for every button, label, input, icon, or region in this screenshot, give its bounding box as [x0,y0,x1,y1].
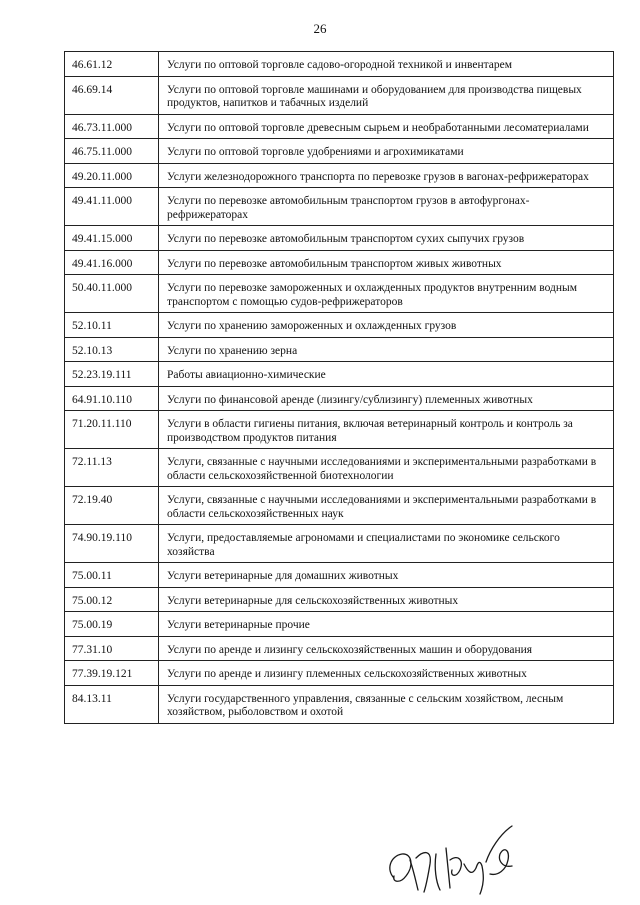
table-row [65,275,614,313]
service-description: Услуги по перевозке замороженных и охлажденных продуктов внутренним водным транспортом с помощью судов-рефрижераторов [159,275,614,313]
service-code: 75.00.12 [65,587,159,612]
service-description: Услуги по оптовой торговле машинами и оборудованием для производства пищевых продуктов, напитков и табачных изделий [159,76,614,114]
table-row [65,612,614,637]
table-row [65,163,614,188]
service-description: Услуги по оптовой торговле древесным сырьем и необработанными лесоматериалами [159,114,614,139]
service-code: 49.20.11.000 [65,163,159,188]
service-description: Услуги по аренде и лизингу сельскохозяйственных машин и оборудования [159,636,614,661]
service-description: Услуги ветеринарные для домашних животных [159,563,614,588]
service-description: Услуги по финансовой аренде (лизингу/сублизингу) племенных животных [159,386,614,411]
service-code: 52.10.13 [65,337,159,362]
table-row [65,685,614,723]
table-row [65,411,614,449]
table-row [65,587,614,612]
table-row [65,386,614,411]
service-code: 77.31.10 [65,636,159,661]
service-code: 49.41.11.000 [65,188,159,226]
table-row [65,313,614,338]
services-table [64,51,614,724]
service-code: 77.39.19.121 [65,661,159,686]
service-description: Услуги по перевозке автомобильным транспортом живых животных [159,250,614,275]
table-row [65,76,614,114]
service-code: 71.20.11.110 [65,411,159,449]
service-description: Услуги ветеринарные прочие [159,612,614,637]
table-row [65,188,614,226]
service-code: 72.11.13 [65,449,159,487]
service-description: Работы авиационно-химические [159,362,614,387]
service-code: 50.40.11.000 [65,275,159,313]
service-description: Услуги по оптовой торговле удобрениями и агрохимикатами [159,139,614,164]
service-code: 46.61.12 [65,52,159,77]
table-row [65,139,614,164]
service-description: Услуги по аренде и лизингу племенных сельскохозяйственных животных [159,661,614,686]
services-table-body [65,52,614,724]
service-description: Услуги ветеринарные для сельскохозяйственных животных [159,587,614,612]
service-description: Услуги по хранению замороженных и охлажденных грузов [159,313,614,338]
table-row [65,487,614,525]
service-code: 52.23.19.111 [65,362,159,387]
service-code: 64.91.10.110 [65,386,159,411]
table-row [65,337,614,362]
service-description: Услуги железнодорожного транспорта по перевозке грузов в вагонах-рефрижераторах [159,163,614,188]
table-row [65,525,614,563]
handwritten-signature [380,820,540,900]
service-code: 74.90.19.110 [65,525,159,563]
service-description: Услуги, предоставляемые агрономами и специалистами по экономике сельского хозяйства [159,525,614,563]
service-code: 75.00.19 [65,612,159,637]
service-description: Услуги государственного управления, связанные с сельским хозяйством, лесным хозяйством, рыболовством и охотой [159,685,614,723]
table-row [65,661,614,686]
service-code: 46.75.11.000 [65,139,159,164]
table-row [65,636,614,661]
service-code: 84.13.11 [65,685,159,723]
service-code: 72.19.40 [65,487,159,525]
service-code: 46.73.11.000 [65,114,159,139]
service-description: Услуги по оптовой торговле садово-огородной техникой и инвентарем [159,52,614,77]
table-row [65,52,614,77]
service-code: 49.41.15.000 [65,226,159,251]
service-code: 46.69.14 [65,76,159,114]
table-row [65,226,614,251]
service-code: 49.41.16.000 [65,250,159,275]
service-description: Услуги по хранению зерна [159,337,614,362]
service-description: Услуги в области гигиены питания, включая ветеринарный контроль и контроль за производством продуктов питания [159,411,614,449]
table-row [65,362,614,387]
table-row [65,250,614,275]
service-description: Услуги по перевозке автомобильным транспортом сухих сыпучих грузов [159,226,614,251]
table-row [65,114,614,139]
page-number: 26 [313,21,327,36]
service-description: Услуги по перевозке автомобильным транспортом грузов в автофургонах-рефрижераторах [159,188,614,226]
service-code: 52.10.11 [65,313,159,338]
table-row [65,563,614,588]
table-row [65,449,614,487]
service-code: 75.00.11 [65,563,159,588]
service-description: Услуги, связанные с научными исследованиями и экспериментальными разработками в области сельскохозяйственных наук [159,487,614,525]
service-description: Услуги, связанные с научными исследованиями и экспериментальными разработками в области сельскохозяйственной биотехнологии [159,449,614,487]
